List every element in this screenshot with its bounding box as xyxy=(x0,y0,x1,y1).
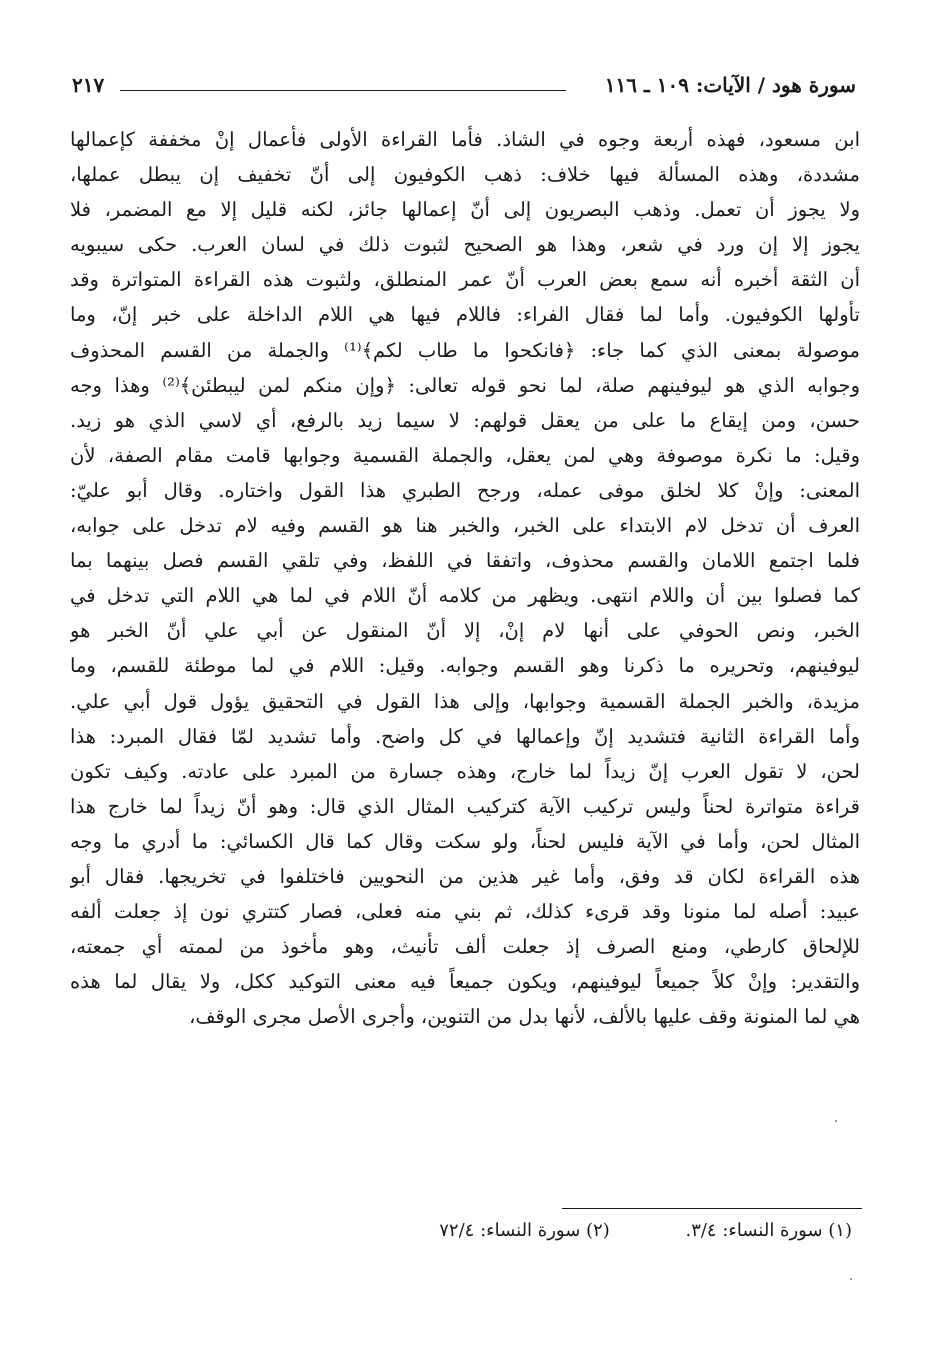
scan-speck xyxy=(850,1278,852,1280)
text-line: للإلحاق كارطي، ومنع الصرف إذ جعلت ألف تأنيث، وهو مأخوذ من لممته أي جمعته، xyxy=(70,935,860,959)
text-line: الخبر، ونص الحوفي على أنها لام إنْ، إلا أنّ المنقول عن أبي علي أنّ الخبر هو xyxy=(70,619,860,643)
text-line: مزيدة، والخبر الجملة القسمية وجوابها، وإلى هذا القول في التحقيق يؤول قول أبي علي. xyxy=(70,689,860,713)
text-line: مشددة، وهذه المسألة فيها خلاف: ذهب الكوفيون إلى أنّ تخفيف إن يبطل عملها، xyxy=(70,163,860,187)
text-line: وقيل: ما نكرة موصوفة وهي لمن يعقل، والجملة القسمية وجوابها قامت مقام الصفة، لأن xyxy=(70,443,860,467)
text-line: وجوابه الذي هو ليوفينهم صلة، لما نحو قوله تعالى: ﴿وإن منكم لمن ليبطئن﴾⁽²⁾ وهذا وجه xyxy=(70,373,860,397)
footnotes xyxy=(292,1216,852,1246)
text-line: المعنى: وإنْ كلا لخلق موفى عمله، ورجح الطبري هذا القول واختاره. وقال أبو عليّ: xyxy=(70,478,860,502)
page-header xyxy=(72,68,856,102)
text-line: أن الثقة أخبره أنه سمع بعض العرب أنّ عمر المنطلق، ولثبوت هذه القراءة المتواترة وقد xyxy=(70,268,860,292)
text-line: وأما القراءة الثانية فتشديد إنّ وإعمالها في كل واضح. وأما تشديد لمّا فقال المبرد: هذا xyxy=(70,724,860,748)
text-line: موصولة بمعنى الذي كما جاء: ﴿فانكحوا ما طاب لكم﴾⁽¹⁾ والجملة من القسم المحذوف xyxy=(70,338,860,362)
text-line: تأولها الكوفيون. وأما لما فقال الفراء: فاللام فيها هي اللام الداخلة على خبر إنّ، وما xyxy=(70,303,860,327)
text-line: كما فصلوا بين أن واللام انتهى. ويظهر من كلامه أنّ اللام في لما هي اللام التي تدخل في xyxy=(70,584,860,608)
running-title: سورة هود / الآيات: ١٠٩ ـ ١١٦ xyxy=(604,73,856,97)
text-line: العرف أن تدخل لام الابتداء على الخبر، والخبر هنا هو القسم وفيه لام تدخل على جوابه، xyxy=(70,514,860,538)
text-line: قراءة متواترة لحناً وليس تركيب الآية كتركيب المثال الذي قال: وهو أنّ زيداً لما خارج هذا xyxy=(70,794,860,818)
text-line: فلما اجتمع اللامان والقسم محذوف، واتفقا في اللفظ، وفي تلقي القسم فصل بينهما بما xyxy=(70,549,860,573)
footnote-2: (٢) سورة النساء: ٧٢/٤ xyxy=(439,1220,610,1241)
header-rule xyxy=(120,90,566,91)
body-text xyxy=(70,122,860,1034)
footnote-1: (١) سورة النساء: ٣/٤. xyxy=(685,1220,852,1241)
text-line: ليوفينهم، وتحريره ما ذكرنا وهو القسم وجوابه. وقيل: اللام في لما موطئة للقسم، وما xyxy=(70,654,860,678)
text-line: والتقدير: وإنْ كلاً جميعاً ليوفينهم، ويكون جميعاً فيه معنى التوكيد ككل، ولا يقال لما هذه xyxy=(70,970,860,994)
text-line: ولا يجوز أن تعمل. وذهب البصريون إلى أنّ إعمالها جائز، لكنه قليل إلا مع المضمر، فلا xyxy=(70,198,860,222)
text-line: لحن، لا تقول العرب إنّ زيداً لما خارج، وهذه جسارة من المبرد على عادته. وكيف تكون xyxy=(70,759,860,783)
text-line: حسن، ومن إيقاع ما على من يعقل قولهم: لا سيما زيد بالرفع، أي لاسي الذي هو زيد. xyxy=(70,408,860,432)
page-number: ٢١٧ xyxy=(72,73,105,97)
footnote-rule xyxy=(562,1208,862,1209)
text-line: يجوز إلا إن ورد في شعر، وهذا هو الصحيح لثبوت ذلك في لسان العرب. حكى سيبويه xyxy=(70,233,860,257)
scan-speck xyxy=(835,1120,837,1122)
text-line: هذه القراءة لكان قد وفق، وأما غير هذين من النحويين فاختلفوا في تخريجها. فقال أبو xyxy=(70,864,860,888)
text-line: عبيد: أصله لما منونا وقد قرىء كذلك، ثم بني منه فعلى، فصار كتتري نون إذ جعلت ألفه xyxy=(70,900,860,924)
text-line: هي لما المنونة وقف عليها بالألف، لأنها بدل من التنوين، وأجرى الأصل مجرى الوقف، xyxy=(189,1005,860,1029)
text-line: ابن مسعود، فهذه أربعة وجوه في الشاذ. فأما القراءة الأولى فأعمال إنْ مخففة كإعمالها xyxy=(70,128,860,151)
text-line: المثال لحن، وأما في الآية فليس لحناً، ولو سكت وقال كما قال الكسائي: ما أدري ما وجه xyxy=(70,829,860,853)
